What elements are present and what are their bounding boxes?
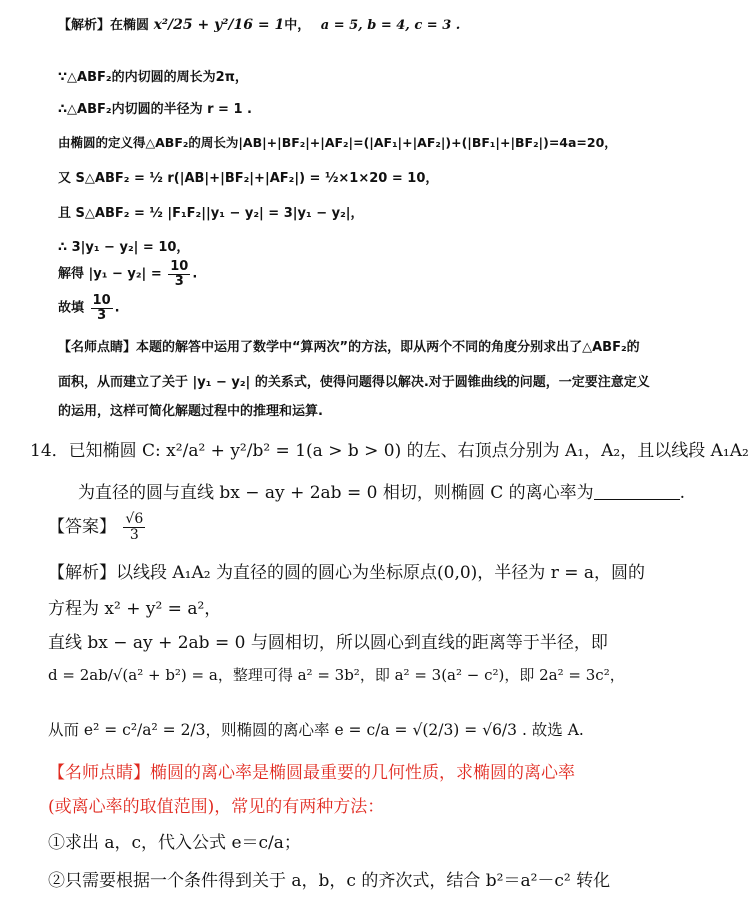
- fraction: [91, 294, 113, 322]
- tip-tag: 【名师点睛】: [58, 340, 137, 355]
- answer-fraction: [123, 512, 145, 542]
- ellipse-equation: x²/25 + y²/16 = 1: [153, 17, 285, 33]
- denominator: 3: [129, 527, 139, 543]
- fraction: [168, 260, 190, 288]
- answer-line: [48, 512, 147, 543]
- analysis-tag: 【解析】: [58, 18, 111, 33]
- numerator: 10: [92, 293, 111, 308]
- text: 解得 |y₁ − y₂| =: [58, 266, 162, 282]
- text: .: [114, 300, 120, 316]
- tip-red-line-2: (或离心率的取值范围)，常见的有两种方法：: [48, 797, 385, 817]
- solution-line-5: 又 S△ABF₂ = ½ r(|AB|+|BF₂|+|AF₂|) = ½×1×20 = 10，: [58, 171, 439, 186]
- solution-line-8: [58, 260, 197, 288]
- solution-line-1: [58, 14, 460, 33]
- method-2: ②只需要根据一个条件得到关于 a，b，c 的齐次式，结合 b²＝a²－c² 转化: [48, 871, 611, 891]
- analysis-line-3: 直线 bx − ay + 2ab = 0 与圆相切，所以圆心到直线的距离等于半径，即: [48, 633, 608, 653]
- tip-line-1: [58, 336, 640, 355]
- numerator: 10: [170, 259, 189, 274]
- text: 在椭圆: [110, 18, 150, 33]
- text: 中，: [284, 18, 311, 33]
- answer-blank[interactable]: [594, 483, 680, 500]
- solution-line-9: [58, 294, 120, 322]
- numerator: √6: [125, 511, 144, 528]
- solution-line-6: 且 S△ABF₂ = ½ |F₁F₂||y₁ − y₂| = 3|y₁ − y₂|，: [58, 206, 364, 221]
- solution-line-2: ∵△ABF₂的内切圆的周长为2π，: [58, 70, 248, 85]
- text: 故填: [58, 300, 85, 316]
- solution-line-4: 由椭圆的定义得△ABF₂的周长为|AB|+|BF₂|+|AF₂|=(|AF₁|+|AF₂|)+(|BF₁|+|BF₂|)=4a=20，: [58, 135, 617, 150]
- question-number: 14．: [30, 441, 69, 461]
- analysis-line-4: d = 2ab/√(a² + b²) = a，整理可得 a² = 3b²，即 a² = 3(a² − c²)，即 2a² = 3c²，: [48, 666, 625, 684]
- abc-values: a = 5, b = 4, c = 3 .: [320, 18, 461, 33]
- question-text: 已知椭圆 C: x²/a² + y²/b² = 1(a > b > 0) 的左、右顶点分别为 A₁，A₂，且以线段 A₁A₂: [68, 441, 749, 461]
- analysis-line-2: 方程为 x² + y² = a²，: [48, 599, 222, 619]
- denominator: 3: [97, 307, 107, 323]
- analysis-line-5: 从而 e² = c²/a² = 2/3，则椭圆的离心率 e = c/a = √(2/3) = √6/3 . 故选 A.: [48, 721, 584, 739]
- question-text: 为直径的圆与直线 bx − ay + 2ab = 0 相切，则椭圆 C 的离心率为: [78, 483, 594, 503]
- tip-line-3: 的运用，这样可简化解题过程中的推理和运算.: [58, 404, 323, 419]
- method-1: ①求出 a，c，代入公式 e＝c/a；: [48, 833, 301, 853]
- text: 本题的解答中运用了数学中“算两次”的方法，即从两个不同的角度分别求出了△ABF₂的: [136, 340, 640, 355]
- solution-line-3: ∴△ABF₂内切圆的半径为 r = 1 .: [58, 102, 252, 117]
- solution-line-7: ∴ 3|y₁ − y₂| = 10，: [58, 240, 190, 255]
- text: .: [679, 483, 686, 503]
- text: .: [192, 266, 198, 282]
- denominator: 3: [174, 273, 184, 289]
- tip-line-2: 面积，从而建立了关于 |y₁ − y₂| 的关系式，使得问题得以解决.对于圆锥曲线的问题，一定要注意定义: [58, 375, 650, 390]
- question-14-line-2: [78, 478, 685, 503]
- answer-tag: 【答案】: [48, 517, 116, 537]
- question-14-line-1: [30, 436, 749, 461]
- tip-red-line-1: 【名师点睛】椭圆的离心率是椭圆最重要的几何性质，求椭圆的离心率: [48, 763, 575, 783]
- analysis-line-1: 【解析】以线段 A₁A₂ 为直径的圆的圆心为坐标原点(0,0)，半径为 r = a，圆的: [48, 563, 646, 583]
